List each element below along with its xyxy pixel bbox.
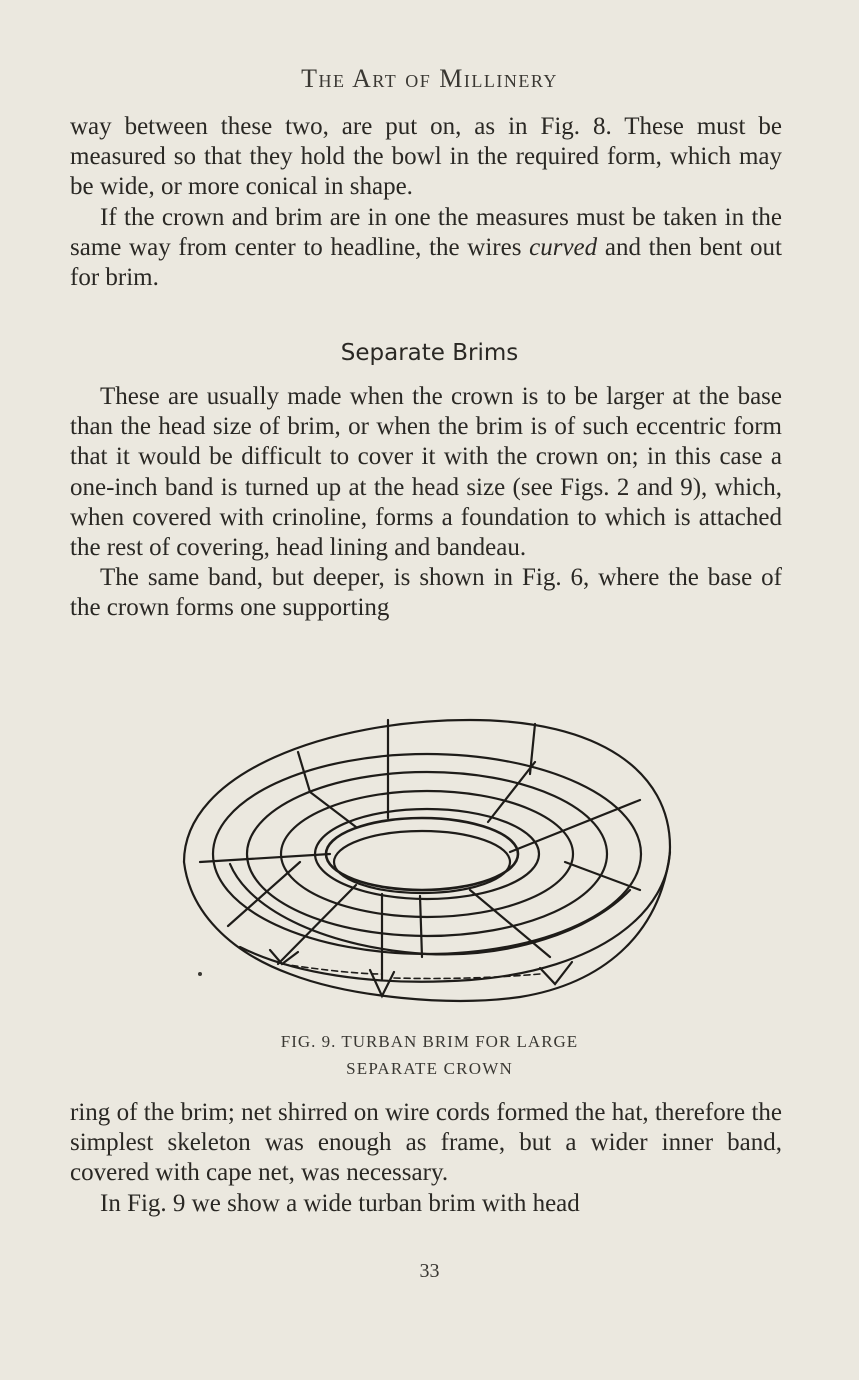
print-speck — [198, 972, 202, 976]
paragraph: In Fig. 9 we show a wide turban brim with head — [100, 1189, 580, 1217]
page-number: 33 — [419, 1260, 440, 1282]
caption-line: FIG. 9. TURBAN BRIM FOR LARGE — [280, 1032, 579, 1051]
figure-9-illustration — [170, 712, 685, 1017]
top-text — [70, 112, 782, 293]
paragraph: ring of the brim; net shirred on wire cords formed the hat, therefore the simplest skeleton was enough as frame, but a wider inner band, covered with cape net, was necessary. — [70, 1099, 782, 1187]
figure-caption — [0, 1028, 859, 1082]
running-head: The Art of Millinery — [301, 64, 558, 93]
paragraph: The same band, but deeper, is shown in Fig. 6, where the base of the crown forms one supporting — [70, 564, 782, 622]
paragraph: way between these two, are put on, as in Fig. 8. These must be measured so that they hold the bowl in the required form, which may be wide, or more conical in shape. — [70, 113, 782, 201]
turban-brim-drawing — [170, 712, 685, 1017]
paragraph: These are usually made when the crown is to be larger at the base than the head size of brim, or when the brim is of such eccentric form that it would be difficult to cover it with the crown on; in this case a one-inch band is turned up at the head size (see Figs. 2 and 9), which, when covered with crinoline, forms a foundation to which is attached the rest of covering, head lining and bandeau. — [70, 383, 782, 562]
bottom-text — [70, 1098, 782, 1219]
middle-text — [70, 382, 782, 624]
section-heading: Separate Brims — [340, 340, 519, 366]
caption-line: SEPARATE CROWN — [346, 1059, 513, 1078]
emphasis-text: curved — [529, 233, 598, 261]
paragraph: If the crown and brim are in one the measures must be taken in the same way from center to headline, the wires curved and then bent out for brim. — [70, 203, 782, 292]
